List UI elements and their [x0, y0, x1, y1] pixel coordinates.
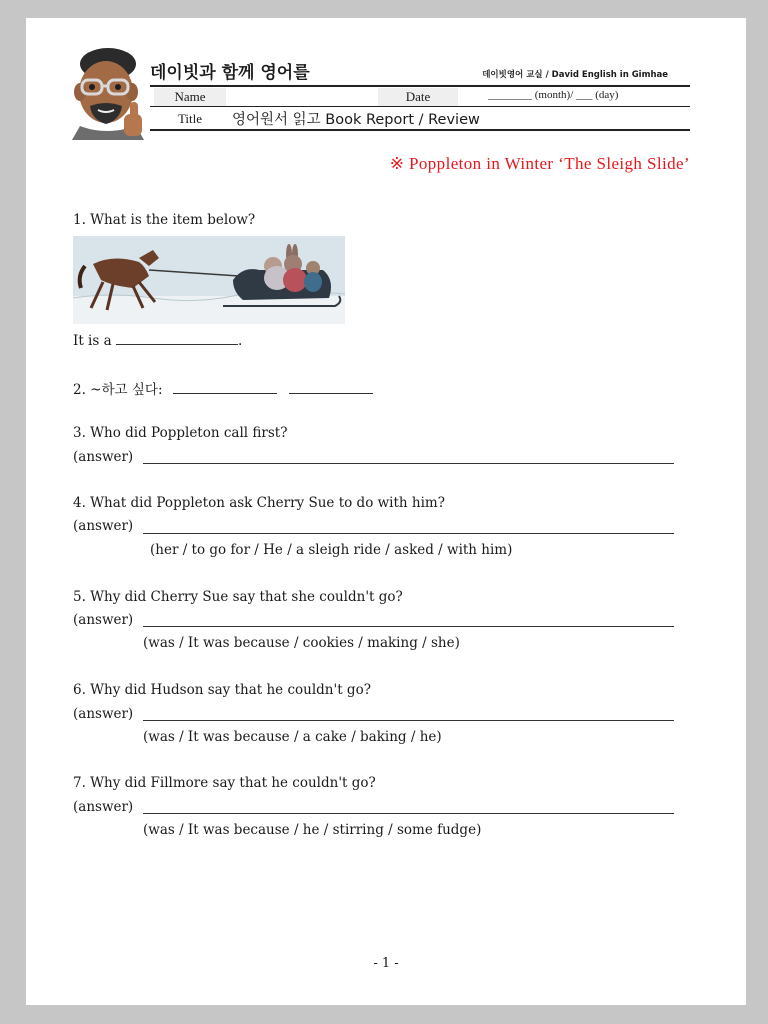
answer-6-line[interactable]	[143, 720, 674, 721]
title-label: Title	[177, 111, 203, 126]
answer-1-prefix: It is a	[73, 333, 112, 349]
question-2	[73, 378, 373, 398]
date-label: Date	[378, 88, 458, 106]
page-number: - 1 -	[373, 956, 399, 971]
answer-4-line[interactable]	[143, 533, 674, 534]
hint-7: (was / It was because / he / stirring / some fudge)	[143, 822, 482, 838]
answer-2-blank-1[interactable]	[173, 381, 277, 394]
answer-5-line[interactable]	[143, 626, 674, 627]
question-2-text: 2. ~하고 싶다:	[73, 382, 163, 398]
question-6: 6. Why did Hudson say that he couldn't go?	[73, 682, 371, 698]
question-7: 7. Why did Fillmore say that he couldn't go?	[73, 775, 376, 791]
header-rule-top	[150, 85, 690, 87]
header-rule-bottom	[150, 129, 690, 131]
answer-7-label: (answer)	[73, 799, 134, 815]
teacher-avatar	[62, 40, 158, 140]
answer-3-label: (answer)	[73, 449, 134, 465]
header-brand: 데이빗영어 교실 / David English in Gimhae	[482, 70, 668, 80]
book-title: ※ Poppleton in Winter ‘The Sleigh Slide’	[389, 154, 690, 173]
answer-4-label: (answer)	[73, 518, 134, 534]
answer-2-blank-2[interactable]	[289, 381, 373, 394]
hint-4: (her / to go for / He / a sleigh ride / asked / with him)	[150, 542, 513, 558]
title-value: 영어원서 읽고 Book Report / Review	[232, 112, 480, 128]
answer-1-period: .	[237, 333, 243, 349]
answer-6-label: (answer)	[73, 706, 134, 722]
sleigh-illustration	[73, 236, 345, 324]
hint-5: (was / It was because / cookies / making / she)	[143, 635, 460, 651]
question-3: 3. Who did Poppleton call first?	[73, 425, 288, 441]
date-field[interactable]: ________ (month)/ ___ (day)	[488, 89, 619, 101]
header-title: 데이빗과 함께 영어를	[150, 63, 310, 83]
answer-1	[73, 332, 242, 349]
worksheet-page	[26, 18, 746, 1005]
answer-1-blank[interactable]	[116, 332, 238, 345]
answer-3-line[interactable]	[143, 463, 674, 464]
question-4: 4. What did Poppleton ask Cherry Sue to do with him?	[73, 495, 445, 511]
hint-6: (was / It was because / a cake / baking / he)	[143, 729, 442, 745]
answer-7-line[interactable]	[143, 813, 674, 814]
question-1: 1. What is the item below?	[73, 212, 256, 228]
answer-5-label: (answer)	[73, 612, 134, 628]
question-5: 5. Why did Cherry Sue say that she couldn't go?	[73, 589, 403, 605]
header-rule-mid	[150, 106, 690, 107]
name-label: Name	[154, 88, 226, 106]
